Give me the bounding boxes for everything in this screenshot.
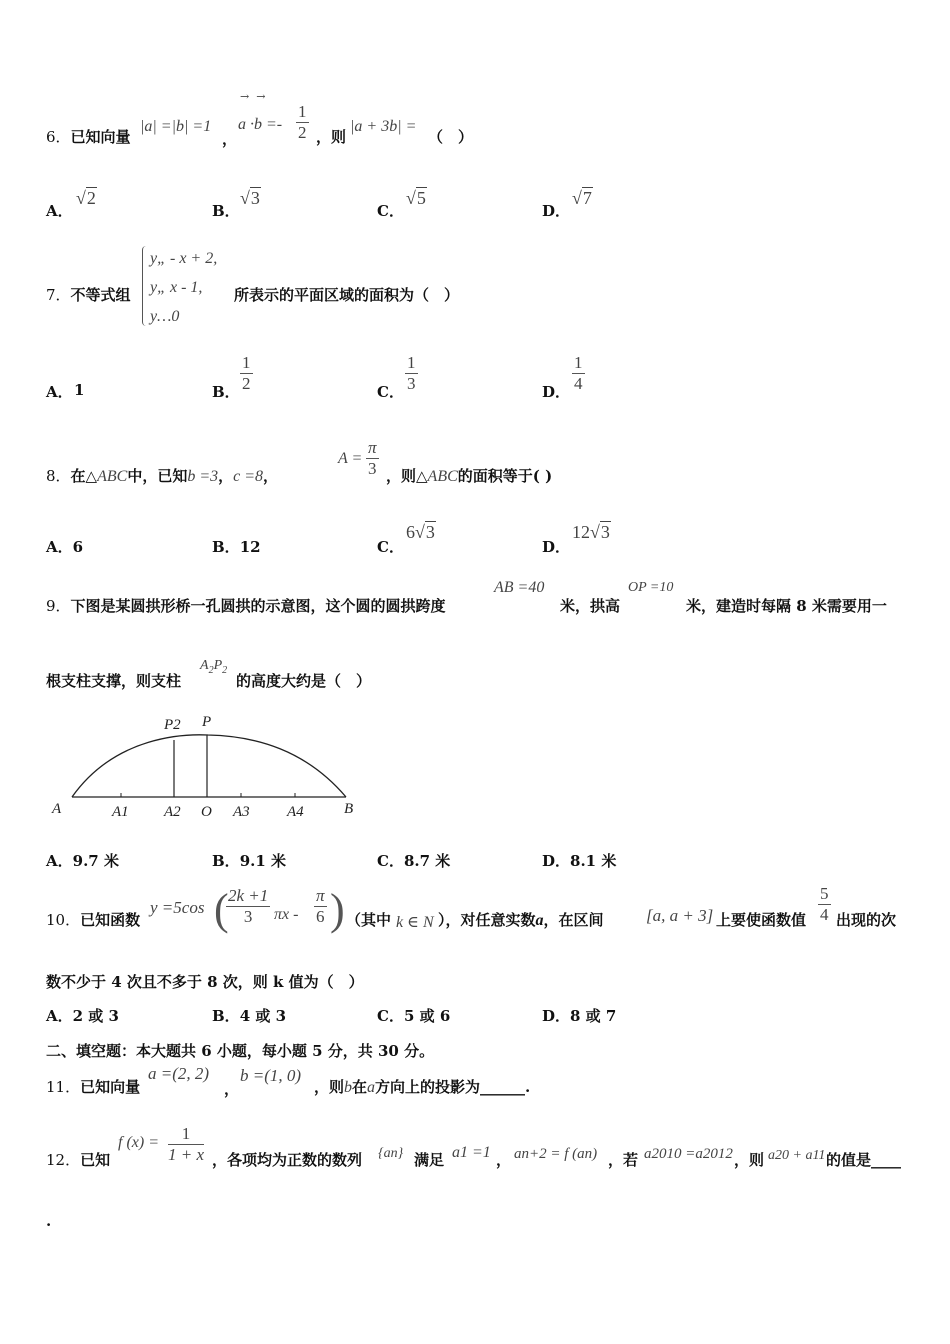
q12-text5: ，则 bbox=[734, 1151, 765, 1169]
q10-line2: 数不少于 4 次且不多于 8 次，则 k 值为（ ） bbox=[46, 973, 364, 991]
q8-sep2: ， bbox=[263, 467, 279, 485]
q12-f-num: 1 bbox=[168, 1124, 204, 1145]
q10-kin: k ∈ N bbox=[396, 914, 434, 931]
q10-text5: 上要使函数值 bbox=[716, 911, 807, 929]
q10-text2: （其中 bbox=[346, 911, 392, 929]
q7-text1: 不等式组 bbox=[70, 286, 131, 304]
q9-figure-label-p: P bbox=[202, 714, 212, 730]
q7-option-a-value: 1 bbox=[74, 381, 85, 399]
q11-tail: ，则b在a方向上的投影为______. bbox=[314, 1078, 531, 1096]
q7-stem bbox=[46, 284, 131, 305]
q10-pix: πx - bbox=[274, 906, 299, 923]
q7-option-c-label: C． bbox=[377, 383, 404, 401]
q12-a1: a1 =1 bbox=[452, 1144, 491, 1161]
q8-option-c-label: C． bbox=[377, 538, 404, 556]
q10-option-b: B．4 或 3 bbox=[212, 1007, 287, 1025]
q8-text1: 在△ bbox=[70, 467, 98, 485]
q7-option-b-num: 1 bbox=[242, 353, 251, 372]
q7-option-a-label: A． bbox=[46, 383, 73, 401]
q10-text1: 已知函数 bbox=[80, 911, 141, 929]
q9-number: 9． bbox=[46, 597, 71, 615]
q7-system bbox=[150, 244, 217, 331]
q10-a: a bbox=[535, 912, 544, 929]
q7-option-c-den: 3 bbox=[407, 374, 416, 393]
q9-line1 bbox=[46, 595, 446, 616]
q10-fraction-1 bbox=[226, 886, 270, 927]
q11-avar: a bbox=[367, 1079, 376, 1096]
q6-half-num: 1 bbox=[298, 102, 307, 121]
q9-ab: AB =40 bbox=[494, 579, 545, 596]
q6-paren: （ ） bbox=[428, 128, 474, 146]
q6-option-a-value: √2 bbox=[76, 188, 96, 208]
q9-op: OP =10 bbox=[628, 580, 674, 595]
q9-figure-label-a2: A2 bbox=[164, 804, 181, 820]
q10-text3: ），对任意实数a，在区间 bbox=[438, 911, 604, 929]
q6-option-b-value: √3 bbox=[240, 188, 260, 208]
q9-figure-label-a: A bbox=[52, 801, 62, 817]
q12-text6: 的值是____ bbox=[826, 1151, 902, 1169]
q8-option-d-value: 12√3 bbox=[572, 522, 610, 542]
q8-A-lhs: A = bbox=[338, 450, 363, 467]
q10-f2-num: π bbox=[316, 886, 325, 905]
q12-text1: 已知 bbox=[80, 1151, 111, 1169]
q6-dot-product: a ·b =- bbox=[238, 116, 283, 133]
q10-f1-num: 2k +1 bbox=[228, 886, 269, 905]
q8-stem2 bbox=[386, 465, 552, 486]
q9-option-d: D．8.1 米 bbox=[542, 852, 617, 870]
q7-option-d-den: 4 bbox=[574, 374, 583, 393]
q12-fx: f (x) = bbox=[118, 1134, 159, 1151]
q8-abc: ABC bbox=[97, 468, 128, 485]
q12-recurrence: an+2 = f (an) bbox=[514, 1146, 598, 1162]
q8-sep: ， bbox=[218, 467, 234, 485]
q12-tail: . bbox=[46, 1212, 52, 1230]
q12-sum: a20 + a11 bbox=[768, 1148, 826, 1163]
q7-ineq-3: y…0 bbox=[150, 308, 180, 325]
q11-text1: 已知向量 bbox=[80, 1078, 141, 1096]
q10-option-d: D．8 或 7 bbox=[542, 1007, 617, 1025]
q6-half-den: 2 bbox=[298, 123, 307, 142]
q8-number: 8． bbox=[46, 467, 71, 485]
q6-option-c-value: √5 bbox=[406, 188, 426, 208]
q7-option-c-num: 1 bbox=[407, 353, 416, 372]
q6-text2: ，则 bbox=[316, 128, 347, 146]
q9-arch-figure bbox=[46, 710, 366, 825]
q6-option-c-label: C． bbox=[377, 202, 404, 220]
q12-f-fraction bbox=[168, 1124, 204, 1165]
q7-ineq-2: y„ x - 1, bbox=[150, 279, 203, 296]
q10-f2-den: 6 bbox=[316, 907, 325, 926]
q10-paren-left: ( bbox=[214, 885, 229, 934]
q7-option-d-fraction bbox=[572, 353, 585, 394]
q7-option-b-fraction bbox=[240, 353, 253, 394]
q9-figure-label-a1: A1 bbox=[112, 804, 129, 820]
q8-b: b =3 bbox=[187, 468, 219, 485]
q9-figure-label-a4: A4 bbox=[287, 804, 304, 820]
q6-dot-arrows: → → bbox=[240, 90, 266, 103]
q12-number: 12． bbox=[46, 1151, 81, 1169]
q12-text4: ，若 bbox=[608, 1151, 639, 1169]
q12-an: {an} bbox=[378, 1146, 404, 1161]
q8-option-a: A．6 bbox=[46, 538, 84, 556]
q8-A-fraction bbox=[366, 438, 379, 479]
q6-stem bbox=[46, 126, 131, 147]
q6-option-a-label: A． bbox=[46, 202, 73, 220]
q10-y: y =5cos bbox=[150, 898, 205, 917]
q10-value-fraction bbox=[818, 884, 831, 925]
q6-half-fraction bbox=[296, 102, 309, 143]
q7-number: 7． bbox=[46, 286, 71, 304]
q7-option-d-num: 1 bbox=[574, 353, 583, 372]
q8-option-d-label: D． bbox=[542, 538, 571, 556]
q8-text4: 的面积等于( ) bbox=[457, 467, 553, 485]
q9-line2b: 的高度大约是（ ） bbox=[236, 672, 372, 690]
q12-f-den: 1 + x bbox=[168, 1145, 205, 1164]
q12-text3: 满足 bbox=[414, 1151, 445, 1169]
q7-ineq-1: y„ - x + 2, bbox=[150, 250, 218, 267]
q8-text3: ，则△ bbox=[386, 467, 428, 485]
q6-target: |a + 3b| = bbox=[350, 118, 417, 135]
q10-option-c: C．5 或 6 bbox=[377, 1007, 451, 1025]
q10-number: 10． bbox=[46, 911, 81, 929]
q10-fraction-2 bbox=[314, 886, 327, 927]
q6-option-d-value: √7 bbox=[572, 188, 592, 208]
q8-text2: 中，已知 bbox=[127, 467, 188, 485]
q7-option-d-label: D． bbox=[542, 383, 571, 401]
q6-sep1: ， bbox=[222, 130, 238, 148]
q7-option-b-label: B． bbox=[212, 383, 240, 401]
q6-cond1: |a| =|b| =1 bbox=[140, 118, 212, 135]
q8-A-num: π bbox=[368, 438, 377, 457]
q8-abc2: ABC bbox=[427, 468, 458, 485]
q9-a2p2: $A_2P_2$ bbox=[200, 658, 228, 676]
q9-option-c: C．8.7 米 bbox=[377, 852, 451, 870]
q8-c: c =8 bbox=[233, 468, 264, 485]
q8-stem bbox=[46, 465, 278, 486]
q9-figure-label-b: B bbox=[344, 801, 354, 817]
q11-number: 11． bbox=[46, 1078, 81, 1096]
q10-text6: 出现的次 bbox=[836, 911, 897, 929]
q10-v-den: 4 bbox=[820, 905, 829, 924]
q9-text1: 下图是某圆拱形桥一孔圆拱的示意图，这个圆的圆拱跨度 bbox=[70, 597, 446, 615]
q10-interval: [a, a + 3] bbox=[646, 906, 714, 925]
section-2-heading: 二、填空题：本大题共 6 小题，每小题 5 分，共 30 分。 bbox=[46, 1042, 435, 1060]
q6-option-d-label: D． bbox=[542, 202, 571, 220]
q11-stem bbox=[46, 1076, 140, 1097]
q11-bvar: b bbox=[344, 1079, 353, 1096]
q9-figure-arch bbox=[72, 735, 346, 797]
q10-v-num: 5 bbox=[820, 884, 829, 903]
q9-line2a: 根支柱支撑，则支柱 bbox=[46, 672, 182, 690]
q8-A-den: 3 bbox=[368, 459, 377, 478]
q8-option-b: B．12 bbox=[212, 538, 261, 556]
q7-brace bbox=[142, 246, 149, 326]
q9-text3: 米，建造时每隔 8 米需要用一 bbox=[686, 597, 887, 615]
q10-f1-den: 3 bbox=[243, 907, 253, 926]
q10-paren-right: ) bbox=[330, 885, 345, 934]
q11-b: b =(1, 0) bbox=[240, 1066, 302, 1085]
q9-text2: 米，拱高 bbox=[560, 597, 621, 615]
q12-stem bbox=[46, 1149, 110, 1170]
q10-stem bbox=[46, 909, 140, 930]
q9-figure-label-p2: P2 bbox=[164, 717, 181, 733]
q9-figure-label-o: O bbox=[201, 804, 212, 820]
q12-a2010: a2010 =a2012 bbox=[644, 1146, 733, 1162]
q12-sep: ， bbox=[496, 1151, 512, 1169]
q12-text2: ，各项均为正数的数列 bbox=[212, 1151, 363, 1169]
q11-a: a =(2, 2) bbox=[148, 1064, 210, 1083]
q7-option-c-fraction bbox=[405, 353, 418, 394]
q9-option-b: B．9.1 米 bbox=[212, 852, 287, 870]
q10-option-a: A．2 或 3 bbox=[46, 1007, 119, 1025]
q11-sep: ， bbox=[224, 1080, 240, 1098]
q8-option-c-value: 6√3 bbox=[406, 522, 435, 542]
q9-option-a: A．9.7 米 bbox=[46, 852, 119, 870]
q7-text2: 所表示的平面区域的面积为（ ） bbox=[234, 286, 460, 304]
q6-option-b-label: B． bbox=[212, 202, 240, 220]
q6-text1: 已知向量 bbox=[70, 128, 131, 146]
q9-figure-label-a3: A3 bbox=[233, 804, 250, 820]
q6-number: 6． bbox=[46, 128, 71, 146]
q7-option-b-den: 2 bbox=[242, 374, 251, 393]
